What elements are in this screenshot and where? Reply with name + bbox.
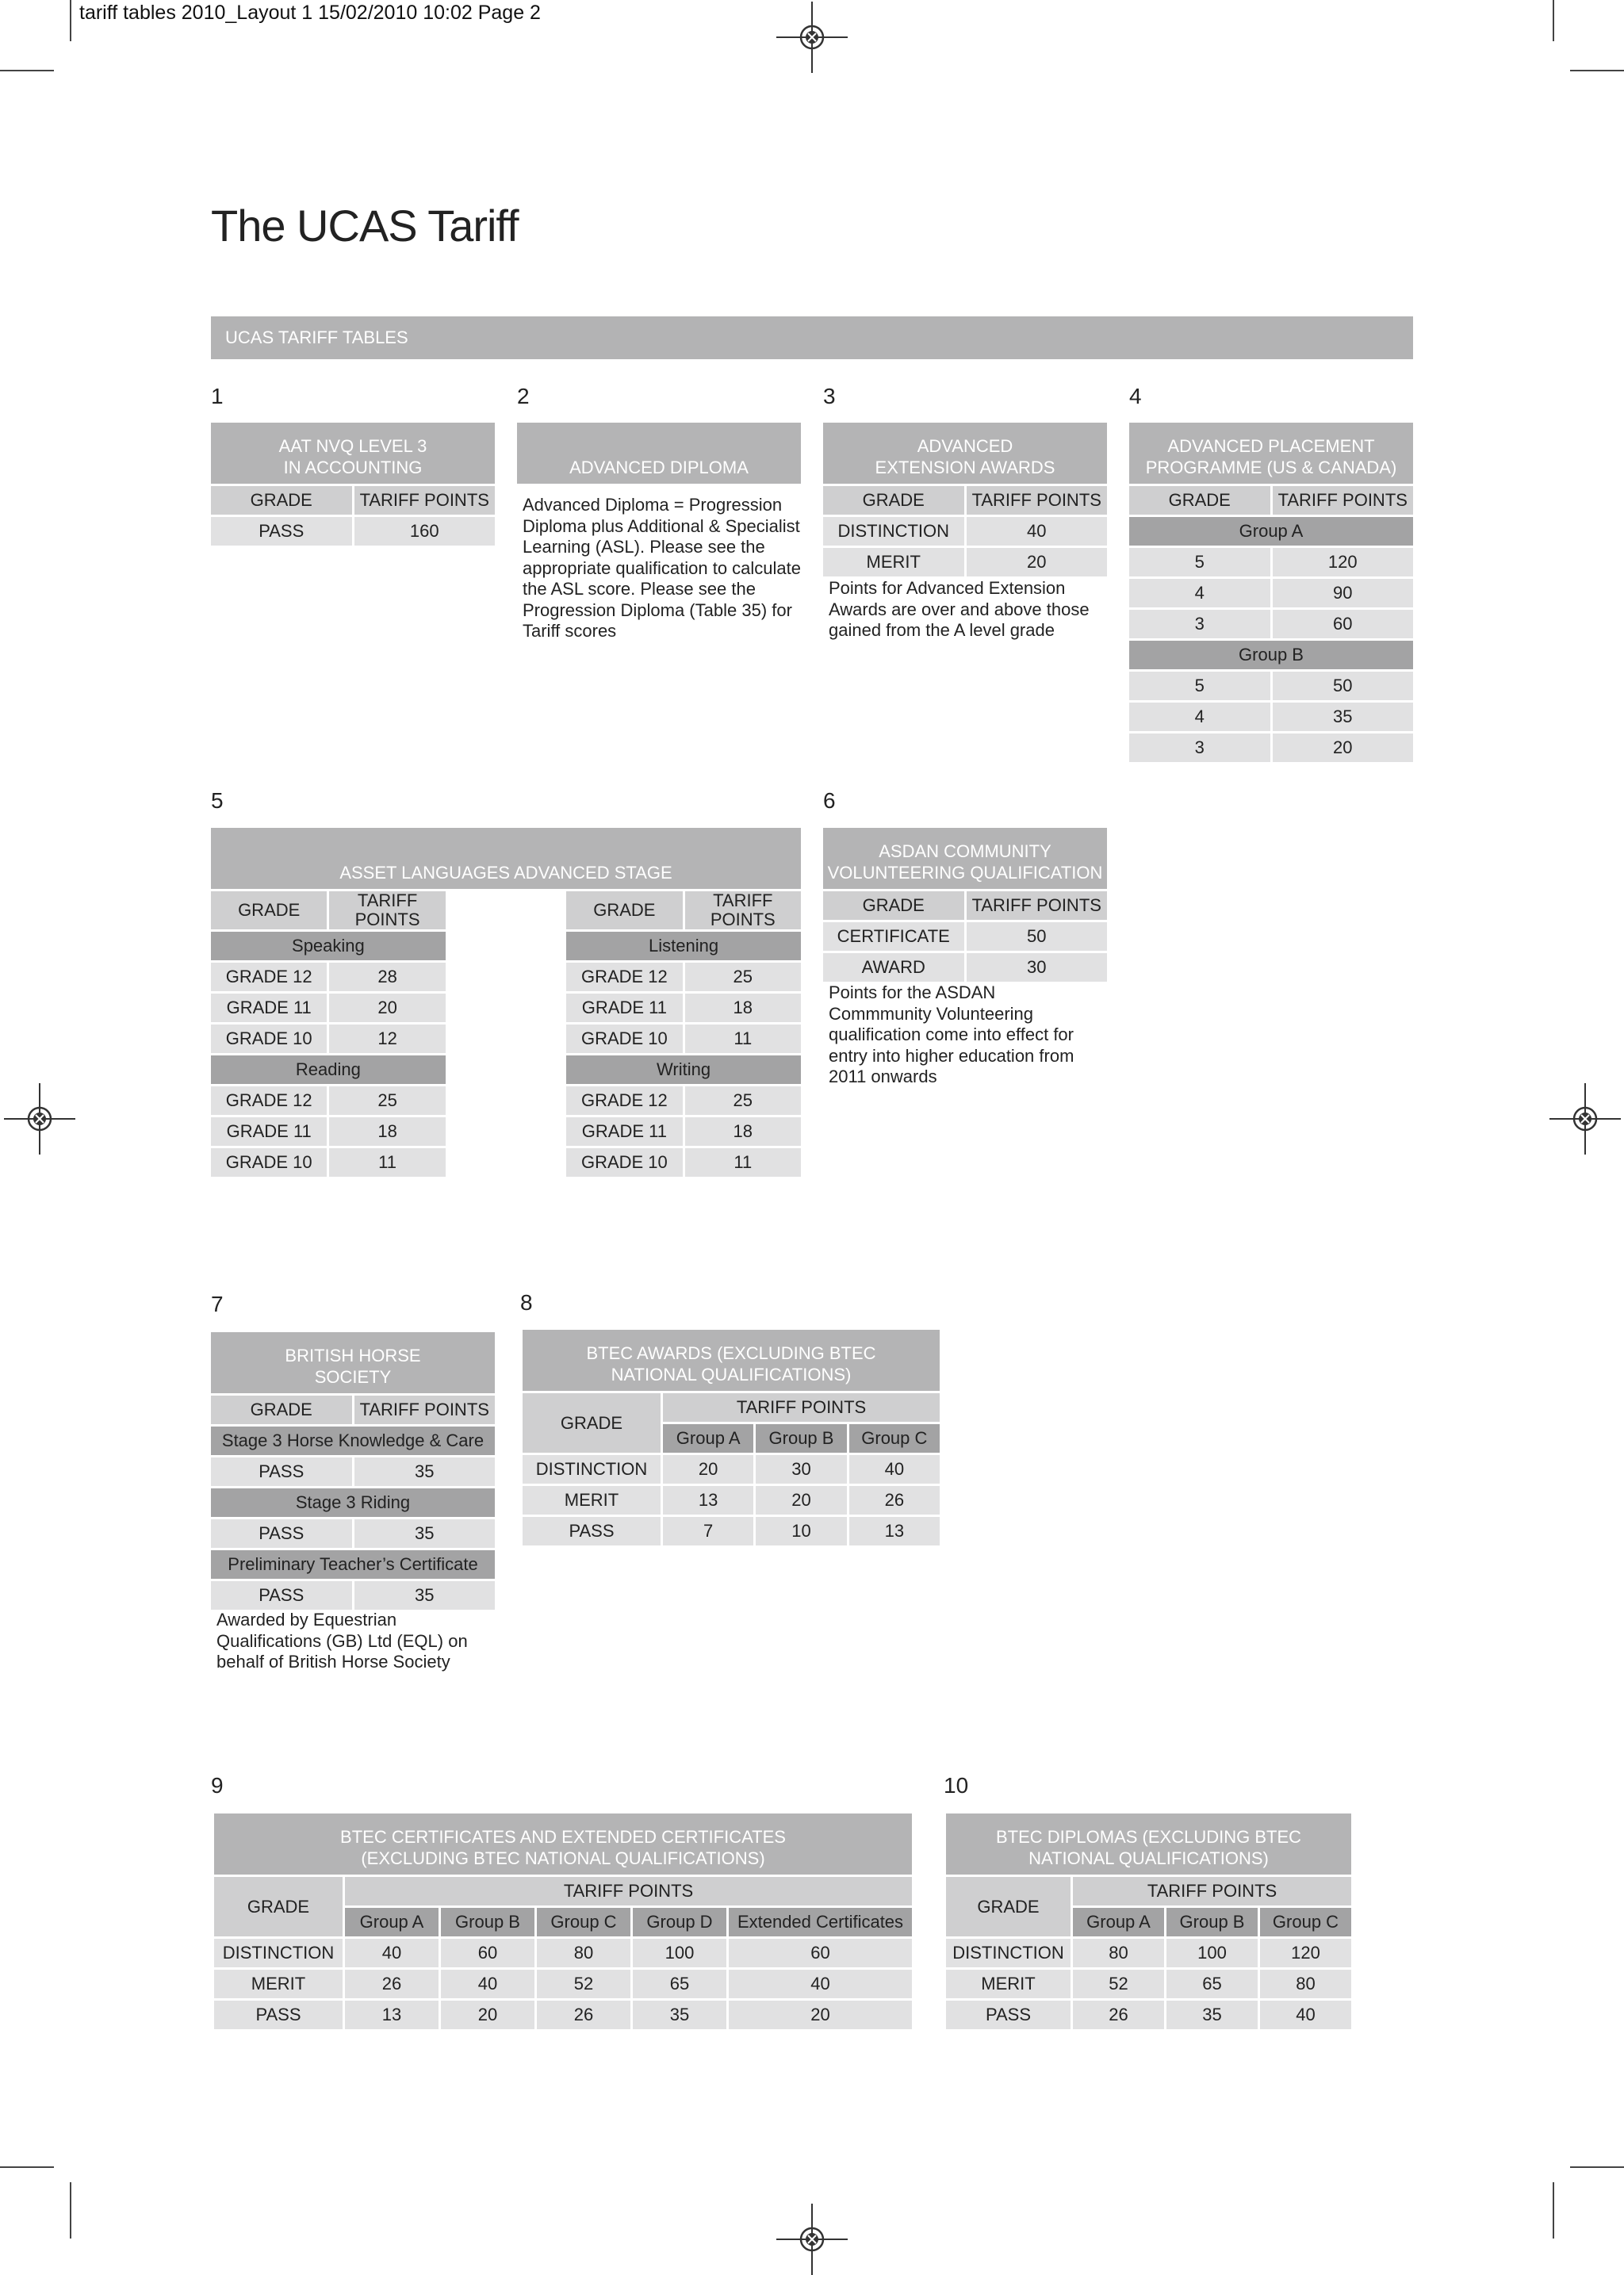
table-row bbox=[823, 922, 1107, 951]
crop-mark bbox=[70, 0, 71, 41]
table-cell: 120 bbox=[1273, 548, 1414, 576]
table-cell: 50 bbox=[1273, 672, 1414, 700]
table-cell: 20 bbox=[663, 1455, 753, 1484]
table-cell: PASS bbox=[214, 2001, 343, 2029]
table-note: Advanced Diploma = Progression Diploma plus Additional & Specialist Learning (ASL). Please see the appropriate qualification to calculate the ASL score. Please see the Progression Diploma (Table 35) for Tariff scores bbox=[523, 495, 802, 641]
crop-mark bbox=[0, 70, 54, 71]
table-row bbox=[214, 1970, 912, 1998]
grade-header: GRADE bbox=[823, 891, 964, 920]
table-cell: 65 bbox=[633, 1970, 726, 1998]
table-cell: GRADE 12 bbox=[211, 1086, 327, 1115]
table-title: ASDAN COMMUNITY VOLUNTEERING QUALIFICATION bbox=[823, 828, 1107, 889]
registration-mark-icon bbox=[776, 2, 848, 73]
table-cell: 3 bbox=[1129, 610, 1270, 638]
table-note: Awarded by Equestrian Qualifications (GB) Ltd (EQL) on behalf of British Horse Society bbox=[216, 1610, 468, 1672]
table-cell: 50 bbox=[967, 922, 1108, 951]
table-cell: CERTIFICATE bbox=[823, 922, 964, 951]
table-title: BTEC DIPLOMAS (EXCLUDING BTEC NATIONAL QUALIFICATIONS) bbox=[946, 1813, 1351, 1875]
table-cell: DISTINCTION bbox=[823, 517, 964, 546]
table-number: 9 bbox=[211, 1773, 224, 1798]
table-cell: 7 bbox=[663, 1517, 753, 1545]
grade-header: GRADE bbox=[566, 891, 682, 929]
table-cell: 80 bbox=[1073, 1939, 1164, 1967]
table-row bbox=[823, 548, 1107, 576]
table-cell: 3 bbox=[1129, 733, 1270, 762]
table-cell: 25 bbox=[685, 963, 801, 991]
table-cell: 52 bbox=[537, 1970, 630, 1998]
table-title: BTEC CERTIFICATES AND EXTENDED CERTIFICATES (EXCLUDING BTEC NATIONAL QUALIFICATIONS) bbox=[214, 1813, 912, 1875]
table-btec-certificates bbox=[212, 1811, 914, 2032]
table-cell: MERIT bbox=[823, 548, 964, 576]
col-header: Group D bbox=[633, 1908, 726, 1936]
crop-mark bbox=[70, 2182, 71, 2239]
table-cell: 13 bbox=[663, 1486, 753, 1515]
table-row bbox=[211, 1581, 495, 1610]
table-row bbox=[214, 2001, 912, 2029]
table-row bbox=[823, 517, 1107, 546]
table-cell: 20 bbox=[441, 2001, 534, 2029]
table-cell: 18 bbox=[329, 1117, 445, 1146]
table-title: ASSET LANGUAGES ADVANCED STAGE bbox=[211, 828, 801, 889]
table-cell: 80 bbox=[537, 1939, 630, 1967]
table-row bbox=[1129, 703, 1413, 731]
crop-mark bbox=[1570, 70, 1624, 71]
table-cell: 52 bbox=[1073, 1970, 1164, 1998]
grade-header: GRADE bbox=[211, 486, 352, 515]
table-cell: PASS bbox=[211, 1519, 352, 1548]
tariff-header: TARIFF POINTS bbox=[967, 891, 1108, 920]
table-note: Points for Advanced Extension Awards are over and above those gained from the A level grade bbox=[829, 578, 1090, 640]
table-cell: 26 bbox=[1073, 2001, 1164, 2029]
table-number: 3 bbox=[823, 384, 836, 408]
table-row bbox=[1129, 733, 1413, 762]
table-row bbox=[211, 517, 495, 546]
tariff-header: TARIFF POINTS bbox=[345, 1877, 912, 1905]
table-cell: 90 bbox=[1273, 579, 1414, 607]
table-cell: 60 bbox=[1273, 610, 1414, 638]
table-asset-languages bbox=[209, 825, 803, 1179]
table-cell: GRADE 10 bbox=[211, 1025, 327, 1053]
table-cell: MERIT bbox=[214, 1970, 343, 1998]
table-number: 8 bbox=[520, 1290, 533, 1315]
col-header: Group C bbox=[849, 1424, 940, 1453]
table-advanced-diploma bbox=[515, 420, 803, 486]
table-cell: 35 bbox=[633, 2001, 726, 2029]
table-row bbox=[1129, 579, 1413, 607]
table-cell: PASS bbox=[211, 1457, 352, 1486]
table-cell: GRADE 12 bbox=[566, 963, 682, 991]
table-cell: 13 bbox=[345, 2001, 439, 2029]
tariff-header: TARIFF POINTS bbox=[354, 1396, 496, 1424]
table-cell: 65 bbox=[1166, 1970, 1258, 1998]
table-cell: GRADE 11 bbox=[211, 994, 327, 1022]
table-cell: 40 bbox=[967, 517, 1108, 546]
table-cell: GRADE 10 bbox=[566, 1148, 682, 1177]
table-cell: 35 bbox=[1273, 703, 1414, 731]
tariff-header: TARIFF POINTS bbox=[1073, 1877, 1351, 1905]
group-header-reading: Reading bbox=[211, 1055, 446, 1084]
crop-mark bbox=[1553, 0, 1554, 41]
tariff-header: TARIFF POINTS bbox=[685, 891, 801, 929]
table-cell: 26 bbox=[849, 1486, 940, 1515]
table-cell: 40 bbox=[849, 1455, 940, 1484]
table-cell: 26 bbox=[537, 2001, 630, 2029]
tariff-header: TARIFF POINTS bbox=[663, 1393, 940, 1422]
table-cell: 40 bbox=[729, 1970, 912, 1998]
table-title: BRITISH HORSE SOCIETY bbox=[211, 1332, 495, 1393]
table-cell: MERIT bbox=[523, 1486, 661, 1515]
table-cell: 100 bbox=[633, 1939, 726, 1967]
table-cell: 60 bbox=[729, 1939, 912, 1967]
table-cell: DISTINCTION bbox=[214, 1939, 343, 1967]
table-row bbox=[1129, 610, 1413, 638]
table-cell: MERIT bbox=[946, 1970, 1071, 1998]
table-cell: PASS bbox=[523, 1517, 661, 1545]
table-cell: 10 bbox=[756, 1517, 846, 1545]
grade-header: GRADE bbox=[523, 1393, 661, 1453]
table-row bbox=[1129, 672, 1413, 700]
crop-mark bbox=[0, 2166, 54, 2168]
group-header: Stage 3 Horse Knowledge & Care bbox=[211, 1427, 495, 1455]
col-header: Group C bbox=[1260, 1908, 1351, 1936]
group-header: Preliminary Teacher’s Certificate bbox=[211, 1550, 495, 1579]
table-cell: 40 bbox=[1260, 2001, 1351, 2029]
table-cell: 35 bbox=[354, 1581, 496, 1610]
table-note: Points for the ASDAN Commmunity Volunteering qualification come into effect for entry into higher education from 2011 onwards bbox=[829, 982, 1074, 1086]
grade-header: GRADE bbox=[946, 1877, 1071, 1936]
table-number: 6 bbox=[823, 788, 836, 813]
col-header: Extended Certificates bbox=[729, 1908, 912, 1936]
table-cell: GRADE 12 bbox=[211, 963, 327, 991]
table-cell: DISTINCTION bbox=[523, 1455, 661, 1484]
table-row bbox=[946, 2001, 1351, 2029]
table-cell: 80 bbox=[1260, 1970, 1351, 1998]
table-cell: 5 bbox=[1129, 548, 1270, 576]
table-cell: GRADE 12 bbox=[566, 1086, 682, 1115]
table-cell: 11 bbox=[685, 1148, 801, 1177]
crop-mark bbox=[1553, 2182, 1554, 2239]
tariff-header: TARIFF POINTS bbox=[329, 891, 445, 929]
registration-mark-icon bbox=[1549, 1083, 1621, 1155]
table-number: 5 bbox=[211, 788, 224, 813]
table-cell: GRADE 10 bbox=[211, 1148, 327, 1177]
col-header: Group A bbox=[663, 1424, 753, 1453]
table-asdan bbox=[821, 825, 1109, 984]
table-title: ADVANCED EXTENSION AWARDS bbox=[823, 423, 1107, 484]
table-row bbox=[214, 1939, 912, 1967]
table-cell: 28 bbox=[329, 963, 445, 991]
table-cell: 35 bbox=[354, 1457, 496, 1486]
group-header-writing: Writing bbox=[566, 1055, 801, 1084]
table-cell: 20 bbox=[329, 994, 445, 1022]
table-cell: PASS bbox=[211, 517, 352, 546]
table-cell: GRADE 11 bbox=[211, 1117, 327, 1146]
table-row bbox=[1129, 548, 1413, 576]
col-header: Group B bbox=[441, 1908, 534, 1936]
table-cell: GRADE 10 bbox=[566, 1025, 682, 1053]
group-header: Stage 3 Riding bbox=[211, 1488, 495, 1517]
table-cell: DISTINCTION bbox=[946, 1939, 1071, 1967]
table-row bbox=[823, 953, 1107, 982]
grade-header: GRADE bbox=[211, 891, 327, 929]
table-cell: 11 bbox=[329, 1148, 445, 1177]
table-cell: 25 bbox=[329, 1086, 445, 1115]
grade-header: GRADE bbox=[823, 486, 964, 515]
table-cell: 18 bbox=[685, 994, 801, 1022]
table-cell: 4 bbox=[1129, 703, 1270, 731]
table-cell: 11 bbox=[685, 1025, 801, 1053]
table-cell: 30 bbox=[756, 1455, 846, 1484]
table-cell: 20 bbox=[729, 2001, 912, 2029]
table-row bbox=[211, 1519, 495, 1548]
table-row bbox=[523, 1486, 940, 1515]
table-cell: 20 bbox=[1273, 733, 1414, 762]
print-slug: tariff tables 2010_Layout 1 15/02/2010 10:02 Page 2 bbox=[79, 2, 541, 24]
tariff-header: TARIFF POINTS bbox=[967, 486, 1108, 515]
table-btec-awards bbox=[520, 1327, 942, 1548]
table-cell: 160 bbox=[354, 517, 496, 546]
table-number: 2 bbox=[517, 384, 530, 408]
col-header: Group B bbox=[1166, 1908, 1258, 1936]
grade-header: GRADE bbox=[1129, 486, 1270, 515]
registration-mark-icon bbox=[4, 1083, 75, 1155]
col-header: Group A bbox=[1073, 1908, 1164, 1936]
table-row bbox=[523, 1455, 940, 1484]
table-cell: 40 bbox=[345, 1939, 439, 1967]
table-british-horse-society bbox=[209, 1330, 497, 1612]
table-advanced-placement bbox=[1127, 420, 1415, 764]
group-header-listening: Listening bbox=[566, 932, 801, 960]
table-cell: 40 bbox=[441, 1970, 534, 1998]
table-cell: 13 bbox=[849, 1517, 940, 1545]
table-number: 7 bbox=[211, 1292, 224, 1316]
table-cell: 12 bbox=[329, 1025, 445, 1053]
group-header-speaking: Speaking bbox=[211, 932, 446, 960]
table-number: 1 bbox=[211, 384, 224, 408]
table-number: 10 bbox=[944, 1773, 969, 1798]
table-cell: 20 bbox=[756, 1486, 846, 1515]
group-header: Group A bbox=[1129, 517, 1413, 546]
table-cell: 20 bbox=[967, 548, 1108, 576]
grade-header: GRADE bbox=[211, 1396, 352, 1424]
table-cell: 5 bbox=[1129, 672, 1270, 700]
table-cell: GRADE 11 bbox=[566, 994, 682, 1022]
table-row bbox=[946, 1970, 1351, 1998]
table-advanced-extension-awards bbox=[821, 420, 1109, 579]
section-bar: UCAS TARIFF TABLES bbox=[211, 316, 1413, 359]
table-cell: 120 bbox=[1260, 1939, 1351, 1967]
table-cell: 4 bbox=[1129, 579, 1270, 607]
tariff-header: TARIFF POINTS bbox=[354, 486, 496, 515]
group-header: Group B bbox=[1129, 641, 1413, 669]
table-cell: 35 bbox=[1166, 2001, 1258, 2029]
table-title: ADVANCED PLACEMENT PROGRAMME (US & CANADA) bbox=[1129, 423, 1413, 484]
table-btec-diplomas bbox=[944, 1811, 1354, 2032]
grade-header: GRADE bbox=[214, 1877, 343, 1936]
table-row bbox=[523, 1517, 940, 1545]
table-cell: 26 bbox=[345, 1970, 439, 1998]
table-title: AAT NVQ LEVEL 3 IN ACCOUNTING bbox=[211, 423, 495, 484]
table-cell: 35 bbox=[354, 1519, 496, 1548]
table-row bbox=[211, 1457, 495, 1486]
col-header: Group B bbox=[756, 1424, 846, 1453]
table-cell: PASS bbox=[946, 2001, 1071, 2029]
table-cell: 25 bbox=[685, 1086, 801, 1115]
table-cell: PASS bbox=[211, 1581, 352, 1610]
tariff-header: TARIFF POINTS bbox=[1273, 486, 1414, 515]
table-cell: GRADE 11 bbox=[566, 1117, 682, 1146]
table-cell: 18 bbox=[685, 1117, 801, 1146]
table-title: ADVANCED DIPLOMA bbox=[517, 423, 801, 484]
col-header: Group C bbox=[537, 1908, 630, 1936]
table-cell: AWARD bbox=[823, 953, 964, 982]
crop-mark bbox=[1570, 2166, 1624, 2168]
page-title: The UCAS Tariff bbox=[211, 201, 519, 251]
table-title: BTEC AWARDS (EXCLUDING BTEC NATIONAL QUALIFICATIONS) bbox=[523, 1330, 940, 1391]
table-cell: 100 bbox=[1166, 1939, 1258, 1967]
table-number: 4 bbox=[1129, 384, 1142, 408]
registration-mark-icon bbox=[776, 2204, 848, 2275]
table-aat-nvq bbox=[209, 420, 497, 548]
table-cell: 30 bbox=[967, 953, 1108, 982]
table-row bbox=[946, 1939, 1351, 1967]
table-cell: 60 bbox=[441, 1939, 534, 1967]
col-header: Group A bbox=[345, 1908, 439, 1936]
